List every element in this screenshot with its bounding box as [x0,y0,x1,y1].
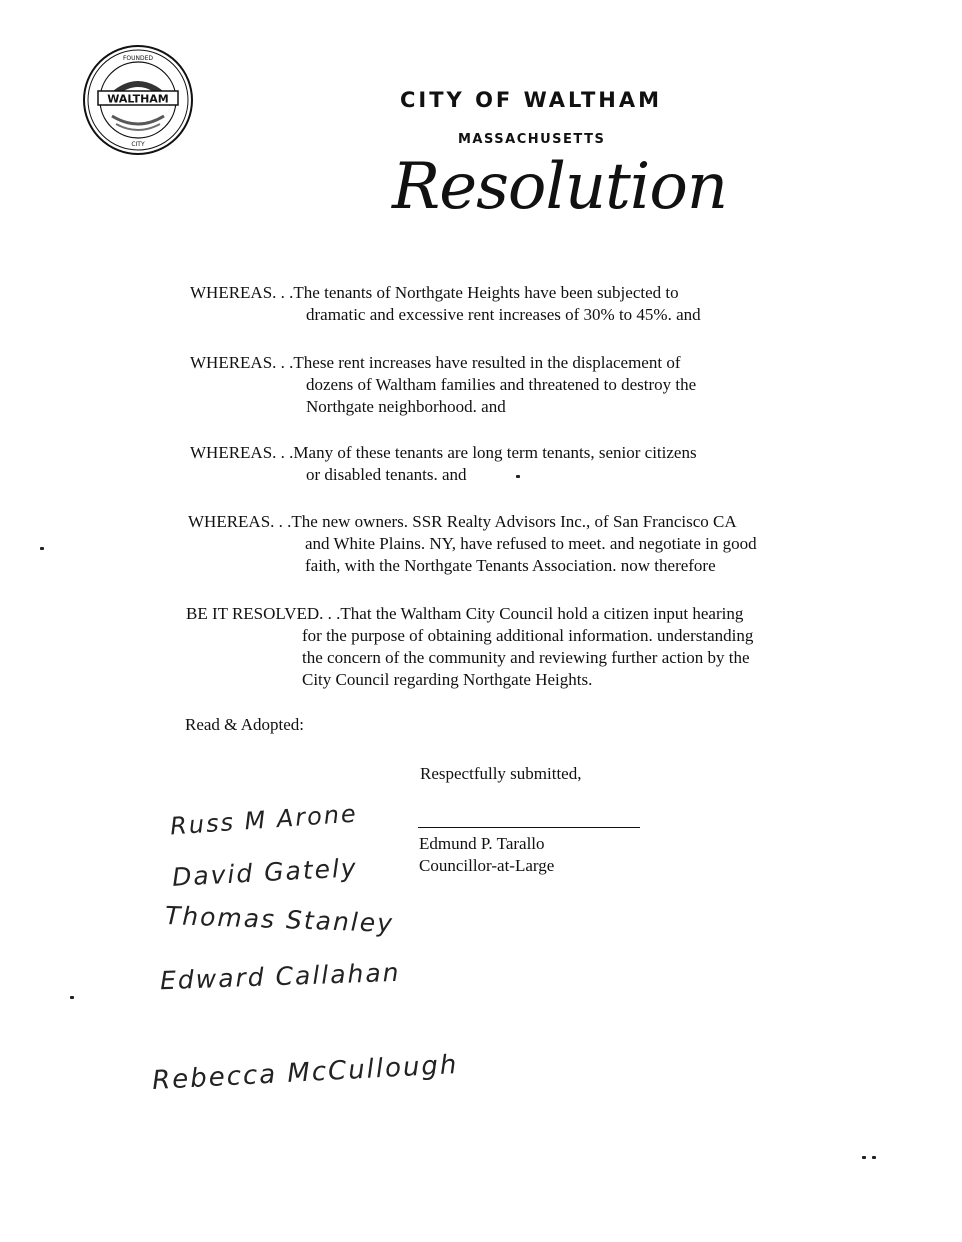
seal-top-text: FOUNDED [122,55,154,62]
clause-line: City Council regarding Northgate Heights. [302,670,593,689]
clause-lead: WHEREAS. . .The tenants of Northgate Heights have been subjected to [190,283,679,302]
clause-line: dramatic and excessive rent increases of 30% to 45%. and [306,305,701,324]
clause-line: or disabled tenants. and [306,465,467,484]
clause-lead: WHEREAS. . .Many of these tenants are long term tenants, senior citizens [190,443,697,462]
clause-4 [188,511,757,577]
signature-4: Edward Callahan [159,957,401,996]
clause-line: and White Plains. NY, have refused to meet. and negotiate in good [305,534,757,553]
scan-speck [70,996,74,999]
signature-1: Russ M Arone [169,799,359,841]
clause-line: Northgate neighborhood. and [306,397,506,416]
clause-line: faith, with the Northgate Tenants Association. now therefore [305,556,716,575]
seal-bottom-text: CITY [131,141,145,148]
scan-speck [516,475,520,478]
clause-line: for the purpose of obtaining additional information. understanding [302,626,754,645]
city-title: CITY OF WALTHAM [400,88,663,112]
clause-line: the concern of the community and reviewing further action by the [302,648,750,667]
clause-lead: WHEREAS. . .These rent increases have resulted in the displacement of [190,353,681,372]
respectfully-submitted-label: Respectfully submitted, [420,764,582,783]
clause-line: dozens of Waltham families and threatened to destroy the [306,375,697,394]
scan-speck [872,1156,876,1159]
read-adopted-label: Read & Adopted: [185,715,304,734]
clause-3 [190,442,697,486]
resolved-clause [186,603,753,691]
submitter-title: Councillor-at-Large [419,856,555,875]
city-seal [82,44,194,156]
signature-line [418,827,640,828]
scan-speck [40,547,44,550]
clause-lead: BE IT RESOLVED. . .That the Waltham City Council hold a citizen input hearing [186,604,744,623]
clause-lead: WHEREAS. . .The new owners. SSR Realty Advisors Inc., of San Francisco CA [188,512,737,531]
signature-5: Rebecca McCullough [151,1049,460,1097]
state-title: MASSACHUSETTS [458,132,606,147]
clause-2 [190,352,696,418]
document-type-title: Resolution [392,150,728,224]
signature-2: David Gately [171,853,359,892]
clause-1 [190,282,701,326]
signature-3: Thomas Stanley [164,901,395,938]
submitter-name: Edmund P. Tarallo [419,834,545,853]
scan-speck [862,1156,866,1159]
seal-center-text: WALTHAM [107,92,169,106]
